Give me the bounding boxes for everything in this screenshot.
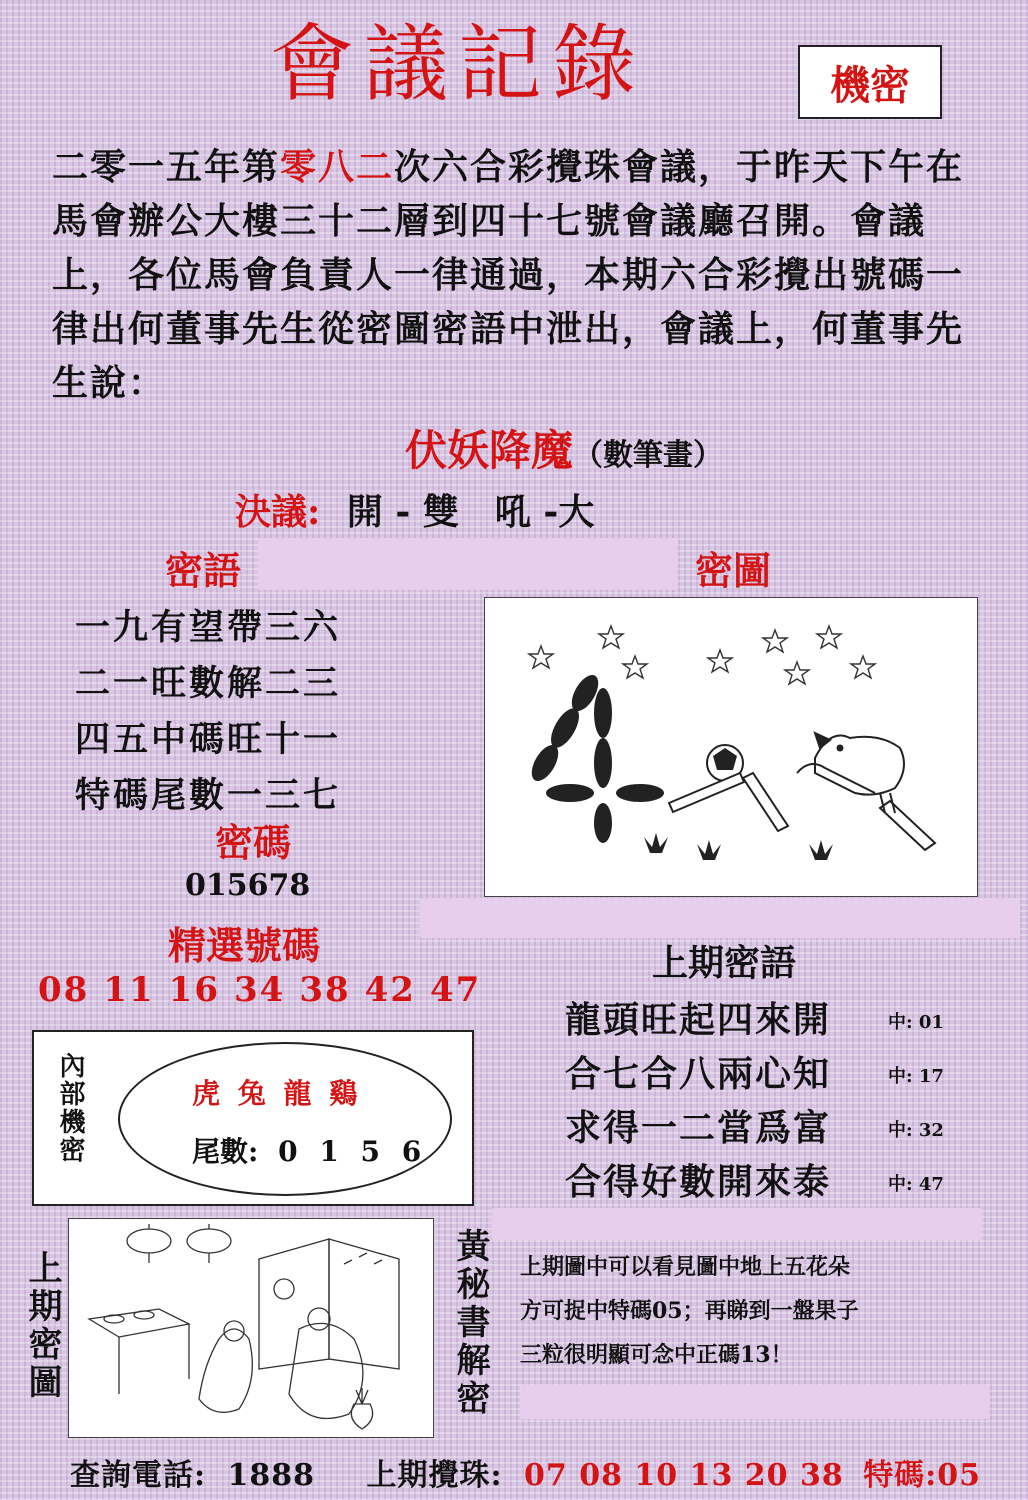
riddle <box>405 418 723 478</box>
secretary-label: 黃秘書解密 <box>450 1228 490 1418</box>
prev-words-heading: 上期密語 <box>652 942 797 984</box>
number-four-icon <box>526 671 664 843</box>
prev-picture-label: 上期密圖 <box>22 1250 62 1402</box>
redacted-bar <box>520 1385 990 1419</box>
riddle-note: （數筆畫） <box>573 438 724 473</box>
intro-paragraph <box>52 140 992 410</box>
secret-badge: 機密 <box>798 45 942 119</box>
prev-hit-2: 中: 17 <box>888 1066 944 1087</box>
inner-label: 內部機密 <box>55 1052 85 1164</box>
decision-text: 開 - 雙 吼 -大 <box>346 491 595 533</box>
vase-icon <box>351 1388 372 1429</box>
prev-row-1: 龍頭旺起四來開 <box>565 999 832 1041</box>
secret-picture-heading: 密圖 <box>695 548 772 593</box>
decision-label: 決議: <box>235 491 321 533</box>
inner-tail <box>192 1130 427 1170</box>
table-icon <box>89 1309 189 1394</box>
intro-issue: 零八二 <box>280 146 395 188</box>
note-line: 上期圖中可以看見圖中地上五花朵 <box>520 1254 851 1280</box>
prev-row-3: 求得一二當爲富 <box>565 1107 832 1149</box>
poem-line: 四五中碼旺十一 <box>75 719 342 760</box>
secret-words-heading: 密語 <box>165 548 242 593</box>
prev-picture <box>68 1218 434 1438</box>
riddle-text: 伏妖降魔 <box>405 426 574 475</box>
lantern-icon <box>127 1224 171 1263</box>
special-number: 05 <box>937 1458 982 1493</box>
redacted-bar <box>420 898 1020 938</box>
intro-part1: 二零一五年第 <box>52 146 281 188</box>
prev-hit-3: 中: 32 <box>888 1120 944 1141</box>
secretary-note <box>520 1245 980 1377</box>
pick-number: 11 <box>103 970 155 1010</box>
picks-list <box>38 970 495 1010</box>
stars-icon <box>529 626 875 684</box>
inner-zodiacs: 虎 兔 龍 鷄 <box>192 1077 362 1110</box>
pick-number: 16 <box>168 970 220 1010</box>
screen-icon <box>259 1239 399 1369</box>
redacted-bar <box>258 538 678 590</box>
decision <box>235 484 594 535</box>
page-title: 會議記錄 <box>270 15 647 113</box>
pick-number: 08 <box>38 970 90 1010</box>
poem-line: 特碼尾數一三七 <box>75 775 342 816</box>
figures-icon <box>199 1308 363 1419</box>
footer <box>70 1450 981 1494</box>
phone-number: 1888 <box>227 1458 316 1493</box>
flowers-icon <box>644 833 833 860</box>
pick-number: 34 <box>233 970 286 1010</box>
note-line: 三粒很明顯可念中正碼13！ <box>520 1342 793 1368</box>
prev-row-2: 合七合八兩心知 <box>565 1053 832 1095</box>
special-label: 特碼: <box>863 1458 938 1493</box>
inner-oval <box>118 1042 452 1196</box>
pick-number: 47 <box>429 970 482 1010</box>
lantern-icon <box>187 1224 231 1263</box>
poem-line: 一九有望帶三六 <box>75 607 342 648</box>
prev-hit-4: 中: 47 <box>888 1174 944 1195</box>
secret-picture <box>484 597 978 897</box>
code-value: 015678 <box>185 868 311 903</box>
note-line: 方可捉中特碼05；再睇到一盤果子 <box>520 1298 859 1324</box>
bird-icon <box>797 733 904 813</box>
secret-poem <box>75 600 341 824</box>
prev-draw-label: 上期攪珠: <box>366 1458 503 1493</box>
prev-picture-drawing <box>69 1219 433 1437</box>
prev-row-4: 合得好數開來泰 <box>565 1161 832 1203</box>
prev-hit-1: 中: 01 <box>888 1012 944 1033</box>
pick-number: 42 <box>364 970 416 1010</box>
phone-label: 查詢電話: <box>70 1458 207 1493</box>
tail-label: 尾數: <box>192 1135 259 1168</box>
redacted-bar <box>492 1208 982 1240</box>
prev-draw-numbers: 07 08 10 13 20 38 <box>524 1458 844 1493</box>
inner-secret-box <box>32 1030 474 1206</box>
tail-digits: 0 1 5 6 <box>278 1135 428 1168</box>
picks-heading: 精選號碼 <box>168 923 321 968</box>
pick-number: 38 <box>299 970 351 1010</box>
poem-line: 二一旺數解二三 <box>75 663 342 704</box>
code-heading: 密碼 <box>215 820 292 865</box>
intro-part2: 次六合彩攪珠會議，于昨天下午在馬會辦公大樓三十二層到四十七號會議廳召開。會議上，各位馬會負責人一律通過，本期六合彩攪出號碼一律出何董事先生從密圖密語中泄出，會議上，何董事先生說： <box>52 146 965 404</box>
secret-picture-drawing <box>485 598 977 896</box>
